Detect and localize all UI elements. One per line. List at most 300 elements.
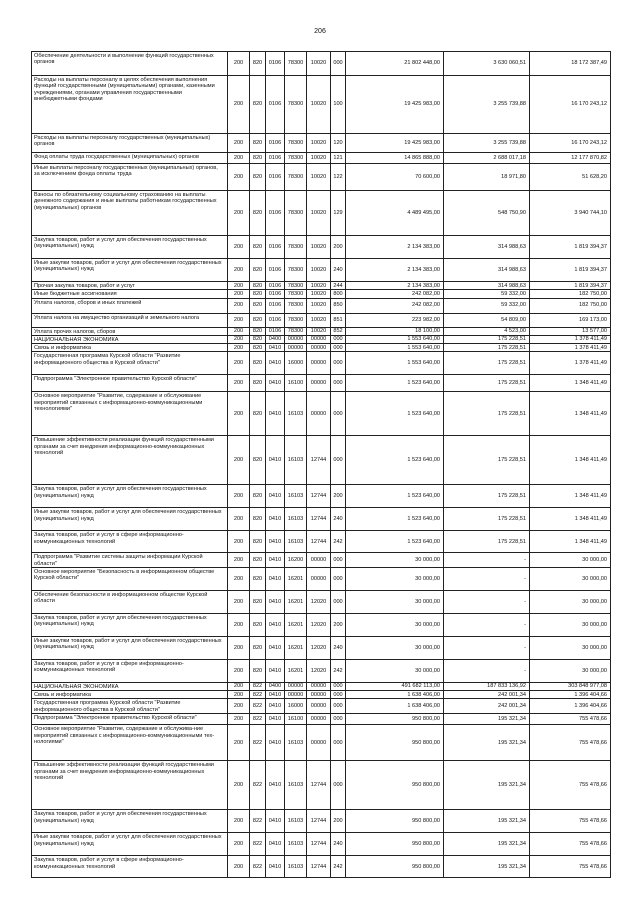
cell-executed: - (444, 553, 530, 568)
cell-approved: 950 800,00 (346, 856, 444, 878)
cell-admin: 200 (228, 636, 250, 659)
cell-remaining: 1 819 394,37 (530, 282, 611, 290)
cell-main-admin: 820 (250, 327, 266, 335)
row-name: Обеспечение безопасности в информационном обществе Курской области (32, 590, 228, 613)
cell-approved: 491 682 113,00 (346, 682, 444, 690)
table-row (32, 259, 611, 282)
cell-main-admin: 820 (250, 590, 266, 613)
cell-admin: 200 (228, 856, 250, 878)
cell-executed: 195 321,34 (444, 761, 530, 810)
table-row (32, 164, 611, 191)
row-name: Закупка товаров, работ и услуг для обеспечения государственных (муниципальных) нужд (32, 613, 228, 636)
page-number: 206 (314, 28, 326, 35)
cell-direction: 00000 (307, 567, 331, 590)
table-row (32, 699, 611, 714)
cell-section: 0410 (266, 344, 285, 352)
table-row (32, 298, 611, 313)
cell-remaining: 1 348 411,49 (530, 531, 611, 553)
cell-main-admin: 822 (250, 691, 266, 699)
cell-program: 16103 (285, 436, 307, 485)
cell-main-admin: 820 (250, 290, 266, 298)
row-name: Расходы на выплаты персоналу государственных (муниципальных) органов (32, 134, 228, 153)
row-name: Основное мероприятие "Развитие, содержание и обслуживание мероприятий связанных с информационно-коммуникационными технологиями" (32, 392, 228, 436)
row-name: НАЦИОНАЛЬНАЯ ЭКОНОМИКА (32, 682, 228, 690)
row-name: Обеспечение деятельности и выполнение функций государственных органов (32, 52, 228, 76)
cell-program: 16103 (285, 761, 307, 810)
cell-main-admin: 822 (250, 761, 266, 810)
cell-direction: 10020 (307, 52, 331, 76)
row-name: Закупка товаров, работ и услуг для обеспечения государственных (муниципальных) нужд (32, 810, 228, 833)
cell-admin: 200 (228, 76, 250, 134)
cell-remaining: 755 478,66 (530, 810, 611, 833)
cell-remaining: 755 478,66 (530, 714, 611, 725)
cell-remaining: 51 628,20 (530, 164, 611, 191)
cell-section: 0106 (266, 52, 285, 76)
cell-direction: 12744 (307, 485, 331, 508)
row-name: Иные выплаты персоналу государственных (муниципальных) органов, за исключением фонда оплаты труда (32, 164, 228, 191)
cell-program: 78300 (285, 236, 307, 259)
cell-executed: - (444, 590, 530, 613)
table-row (32, 590, 611, 613)
cell-approved: 70 600,00 (346, 164, 444, 191)
cell-direction: 10020 (307, 298, 331, 313)
cell-direction: 00000 (307, 691, 331, 699)
cell-admin: 200 (228, 810, 250, 833)
cell-section: 0106 (266, 282, 285, 290)
cell-main-admin: 820 (250, 344, 266, 352)
cell-program: 00000 (285, 335, 307, 343)
cell-expense-type: 122 (331, 164, 346, 191)
cell-main-admin: 820 (250, 436, 266, 485)
cell-approved: 950 800,00 (346, 810, 444, 833)
cell-direction: 10020 (307, 282, 331, 290)
cell-approved: 19 425 983,00 (346, 134, 444, 153)
cell-approved: 30 000,00 (346, 613, 444, 636)
cell-admin: 200 (228, 833, 250, 856)
cell-expense-type: 000 (331, 335, 346, 343)
cell-main-admin: 822 (250, 725, 266, 761)
cell-remaining: 182 750,00 (530, 290, 611, 298)
cell-admin: 200 (228, 153, 250, 164)
table-row (32, 761, 611, 810)
cell-executed: 59 332,00 (444, 298, 530, 313)
cell-approved: 21 802 448,00 (346, 52, 444, 76)
cell-approved: 2 134 383,00 (346, 259, 444, 282)
cell-remaining: 1 396 404,66 (530, 699, 611, 714)
cell-section: 0410 (266, 375, 285, 392)
table-row (32, 352, 611, 375)
cell-remaining: 1 348 411,49 (530, 392, 611, 436)
cell-main-admin: 822 (250, 856, 266, 878)
cell-section: 0410 (266, 590, 285, 613)
cell-section: 0410 (266, 810, 285, 833)
cell-expense-type: 800 (331, 290, 346, 298)
table-row (32, 714, 611, 725)
cell-main-admin: 820 (250, 375, 266, 392)
cell-approved: 30 000,00 (346, 553, 444, 568)
cell-expense-type: 000 (331, 567, 346, 590)
cell-admin: 200 (228, 590, 250, 613)
cell-admin: 200 (228, 298, 250, 313)
cell-remaining: 182 750,00 (530, 298, 611, 313)
cell-main-admin: 820 (250, 313, 266, 327)
cell-program: 16103 (285, 833, 307, 856)
cell-executed: 2 688 017,18 (444, 153, 530, 164)
cell-section: 0400 (266, 682, 285, 690)
cell-direction: 12744 (307, 856, 331, 878)
cell-main-admin: 820 (250, 613, 266, 636)
cell-section: 0410 (266, 691, 285, 699)
cell-section: 0410 (266, 485, 285, 508)
table-row (32, 856, 611, 878)
cell-program: 16103 (285, 725, 307, 761)
cell-direction: 10020 (307, 327, 331, 335)
cell-remaining: 755 478,66 (530, 856, 611, 878)
cell-expense-type: 852 (331, 327, 346, 335)
row-name: Закупка товаров, работ и услуг для обеспечения государственных (муниципальных) нужд (32, 236, 228, 259)
cell-remaining: 30 000,00 (530, 659, 611, 682)
cell-direction: 10020 (307, 236, 331, 259)
cell-remaining: 755 478,66 (530, 833, 611, 856)
row-name: Уплата налогов, сборов и иных платежей (32, 298, 228, 313)
cell-direction: 00000 (307, 344, 331, 352)
table-row (32, 636, 611, 659)
table-row (32, 833, 611, 856)
cell-section: 0410 (266, 833, 285, 856)
cell-executed: 242 001,34 (444, 699, 530, 714)
cell-section: 0400 (266, 335, 285, 343)
cell-direction: 12744 (307, 833, 331, 856)
cell-executed: 175 228,51 (444, 436, 530, 485)
cell-approved: 2 134 383,00 (346, 282, 444, 290)
cell-remaining: 1 378 411,49 (530, 344, 611, 352)
cell-program: 16103 (285, 392, 307, 436)
cell-main-admin: 820 (250, 236, 266, 259)
cell-main-admin: 820 (250, 282, 266, 290)
cell-main-admin: 820 (250, 659, 266, 682)
cell-program: 16103 (285, 856, 307, 878)
cell-program: 16103 (285, 485, 307, 508)
table-row (32, 810, 611, 833)
cell-main-admin: 820 (250, 298, 266, 313)
table-row (32, 344, 611, 352)
cell-direction: 12744 (307, 436, 331, 485)
cell-program: 78300 (285, 298, 307, 313)
cell-remaining: 1 348 411,49 (530, 436, 611, 485)
cell-executed: 3 630 060,51 (444, 52, 530, 76)
cell-remaining: 303 848 977,08 (530, 682, 611, 690)
row-name: Иные бюджетные ассигнования (32, 290, 228, 298)
cell-approved: 1 523 640,00 (346, 436, 444, 485)
cell-admin: 200 (228, 436, 250, 485)
cell-executed: - (444, 659, 530, 682)
cell-direction: 12744 (307, 810, 331, 833)
cell-direction: 12744 (307, 761, 331, 810)
cell-expense-type: 000 (331, 699, 346, 714)
cell-section: 0106 (266, 259, 285, 282)
cell-approved: 950 800,00 (346, 725, 444, 761)
cell-direction: 00000 (307, 682, 331, 690)
cell-expense-type: 120 (331, 134, 346, 153)
cell-direction: 12744 (307, 508, 331, 531)
cell-program: 78300 (285, 313, 307, 327)
cell-executed: - (444, 567, 530, 590)
cell-section: 0410 (266, 856, 285, 878)
row-name: Закупка товаров, работ и услуг в сфере информационно-коммуникационных технологий (32, 531, 228, 553)
cell-direction: 10020 (307, 313, 331, 327)
cell-expense-type: 000 (331, 436, 346, 485)
cell-main-admin: 822 (250, 699, 266, 714)
table-row (32, 236, 611, 259)
cell-executed: 175 228,51 (444, 485, 530, 508)
cell-admin: 200 (228, 191, 250, 236)
row-name: Повышение эффективности реализации функций государственными органами за счет внедрения информационно-коммуникационных технологий (32, 761, 228, 810)
cell-executed: 4 523,00 (444, 327, 530, 335)
cell-section: 0410 (266, 659, 285, 682)
cell-direction: 00000 (307, 375, 331, 392)
cell-executed: 175 228,51 (444, 392, 530, 436)
cell-executed: 314 988,63 (444, 236, 530, 259)
cell-executed: 3 255 739,88 (444, 134, 530, 153)
cell-approved: 242 082,00 (346, 290, 444, 298)
cell-section: 0410 (266, 613, 285, 636)
row-name: Подпрограмма "Развитие системы защиты информации Курской области" (32, 553, 228, 568)
table-row (32, 191, 611, 236)
row-name: Иные закупки товаров, работ и услуг для обеспечения государственных (муниципальных) нужд (32, 259, 228, 282)
cell-executed: 314 988,63 (444, 282, 530, 290)
cell-program: 78300 (285, 164, 307, 191)
cell-program: 78300 (285, 134, 307, 153)
cell-section: 0410 (266, 553, 285, 568)
cell-admin: 200 (228, 313, 250, 327)
row-name: Закупка товаров, работ и услуг в сфере информационно-коммуникационных технологий (32, 856, 228, 878)
cell-expense-type: 200 (331, 236, 346, 259)
cell-remaining: 3 940 744,10 (530, 191, 611, 236)
cell-executed: 175 228,51 (444, 352, 530, 375)
cell-admin: 200 (228, 282, 250, 290)
cell-section: 0410 (266, 725, 285, 761)
cell-section: 0106 (266, 76, 285, 134)
cell-expense-type: 000 (331, 392, 346, 436)
cell-program: 00000 (285, 691, 307, 699)
table-row (32, 282, 611, 290)
cell-main-admin: 822 (250, 833, 266, 856)
cell-admin: 200 (228, 259, 250, 282)
cell-section: 0106 (266, 327, 285, 335)
cell-remaining: 30 000,00 (530, 636, 611, 659)
row-name: Закупка товаров, работ и услуг в сфере информационно-коммуникационных технологий (32, 659, 228, 682)
cell-remaining: 16 170 243,12 (530, 134, 611, 153)
cell-approved: 19 425 983,00 (346, 76, 444, 134)
cell-expense-type: 000 (331, 714, 346, 725)
cell-admin: 200 (228, 335, 250, 343)
cell-program: 78300 (285, 282, 307, 290)
cell-program: 16103 (285, 531, 307, 553)
cell-program: 16103 (285, 810, 307, 833)
cell-section: 0410 (266, 567, 285, 590)
cell-admin: 200 (228, 553, 250, 568)
table-row (32, 327, 611, 335)
cell-executed: 59 332,00 (444, 290, 530, 298)
row-name: Уплата налога на имущество организаций и земельного налога (32, 313, 228, 327)
cell-main-admin: 820 (250, 153, 266, 164)
cell-program: 16000 (285, 699, 307, 714)
cell-remaining: 1 378 411,49 (530, 352, 611, 375)
row-name: Взносы по обязательному социальному страхованию на выплаты денежного содержания и иные выплаты работникам государственных (муниципальных) органов (32, 191, 228, 236)
cell-direction: 12020 (307, 659, 331, 682)
cell-main-admin: 820 (250, 352, 266, 375)
cell-approved: 30 000,00 (346, 590, 444, 613)
cell-executed: 195 321,34 (444, 714, 530, 725)
cell-expense-type: 000 (331, 691, 346, 699)
cell-expense-type: 242 (331, 531, 346, 553)
cell-expense-type: 000 (331, 682, 346, 690)
cell-expense-type: 100 (331, 76, 346, 134)
row-name: Расходы на выплаты персоналу в целях обеспечения выполнения функций государственными (муниципальными) органами, казенными учреждениями, органами управления государственными внебюджетными фондами (32, 76, 228, 134)
cell-admin: 200 (228, 164, 250, 191)
cell-direction: 10020 (307, 191, 331, 236)
cell-main-admin: 820 (250, 636, 266, 659)
cell-executed: 175 228,51 (444, 531, 530, 553)
cell-direction: 00000 (307, 352, 331, 375)
cell-section: 0410 (266, 531, 285, 553)
cell-approved: 30 000,00 (346, 567, 444, 590)
cell-admin: 200 (228, 485, 250, 508)
table-body (32, 52, 611, 878)
cell-admin: 200 (228, 714, 250, 725)
cell-program: 16100 (285, 375, 307, 392)
cell-expense-type: 200 (331, 485, 346, 508)
cell-approved: 18 100,00 (346, 327, 444, 335)
table-row (32, 375, 611, 392)
cell-executed: 54 809,00 (444, 313, 530, 327)
table-row (32, 313, 611, 327)
cell-approved: 30 000,00 (346, 659, 444, 682)
cell-main-admin: 822 (250, 682, 266, 690)
cell-section: 0106 (266, 164, 285, 191)
cell-approved: 1 553 640,00 (346, 344, 444, 352)
cell-remaining: 1 348 411,49 (530, 508, 611, 531)
cell-section: 0410 (266, 714, 285, 725)
cell-expense-type: 200 (331, 810, 346, 833)
cell-executed: 548 750,90 (444, 191, 530, 236)
cell-program: 78300 (285, 259, 307, 282)
table-row (32, 691, 611, 699)
cell-main-admin: 820 (250, 52, 266, 76)
row-name: Иные закупки товаров, работ и услуг для обеспечения государственных (муниципальных) нужд (32, 833, 228, 856)
cell-program: 00000 (285, 344, 307, 352)
cell-remaining: 1 348 411,49 (530, 485, 611, 508)
cell-approved: 1 553 640,00 (346, 335, 444, 343)
cell-executed: 187 833 136,92 (444, 682, 530, 690)
cell-remaining: 1 819 394,37 (530, 236, 611, 259)
cell-program: 16100 (285, 714, 307, 725)
cell-admin: 200 (228, 290, 250, 298)
cell-admin: 200 (228, 699, 250, 714)
cell-direction: 10020 (307, 259, 331, 282)
cell-section: 0410 (266, 436, 285, 485)
cell-program: 78300 (285, 76, 307, 134)
cell-program: 78300 (285, 153, 307, 164)
table-row (32, 553, 611, 568)
table-row (32, 682, 611, 690)
cell-section: 0410 (266, 352, 285, 375)
row-name: Связь и информатика (32, 344, 228, 352)
table-row (32, 485, 611, 508)
cell-expense-type: 129 (331, 191, 346, 236)
row-name: Иные закупки товаров, работ и услуг для обеспечения государственных (муниципальных) нужд (32, 508, 228, 531)
cell-main-admin: 820 (250, 485, 266, 508)
cell-direction: 10020 (307, 164, 331, 191)
cell-main-admin: 820 (250, 392, 266, 436)
cell-executed: 195 321,34 (444, 810, 530, 833)
cell-main-admin: 820 (250, 567, 266, 590)
cell-program: 78300 (285, 327, 307, 335)
cell-main-admin: 820 (250, 259, 266, 282)
cell-approved: 1 638 406,00 (346, 699, 444, 714)
row-name: Основное мероприятие "Безопасность в информационном обществе Курской области" (32, 567, 228, 590)
cell-executed: 175 228,51 (444, 344, 530, 352)
cell-section: 0106 (266, 134, 285, 153)
row-name: Подпрограмма "Электронное правительство Курской области" (32, 714, 228, 725)
row-name: Повышение эффективности реализации функций государственными органами за счет внедрения информационно-коммуникационных технологий (32, 436, 228, 485)
cell-program: 16201 (285, 659, 307, 682)
cell-section: 0410 (266, 508, 285, 531)
cell-direction: 00000 (307, 392, 331, 436)
cell-approved: 1 523 640,00 (346, 508, 444, 531)
row-name: Фонд оплаты труда государственных (муниципальных) органов (32, 153, 228, 164)
cell-program: 16000 (285, 352, 307, 375)
cell-program: 16201 (285, 590, 307, 613)
cell-admin: 200 (228, 392, 250, 436)
cell-expense-type: 242 (331, 856, 346, 878)
cell-direction: 00000 (307, 714, 331, 725)
cell-program: 78300 (285, 52, 307, 76)
row-name: Подпрограмма "Электронное правительство Курской области" (32, 375, 228, 392)
table-row (32, 335, 611, 343)
cell-executed: 242 001,34 (444, 691, 530, 699)
cell-admin: 200 (228, 613, 250, 636)
cell-admin: 200 (228, 761, 250, 810)
cell-section: 0410 (266, 392, 285, 436)
cell-expense-type: 851 (331, 313, 346, 327)
cell-executed: 18 971,80 (444, 164, 530, 191)
cell-direction: 00000 (307, 725, 331, 761)
row-name: Основное мероприятие "Развитие, содержание и обслужива-ние мероприятий связанных с информационно-коммуникационными тех-нологиями" (32, 725, 228, 761)
cell-remaining: 30 000,00 (530, 567, 611, 590)
cell-section: 0106 (266, 236, 285, 259)
cell-remaining: 30 000,00 (530, 590, 611, 613)
cell-program: 78300 (285, 290, 307, 298)
cell-approved: 1 523 640,00 (346, 531, 444, 553)
cell-section: 0106 (266, 313, 285, 327)
cell-approved: 223 982,00 (346, 313, 444, 327)
cell-section: 0410 (266, 699, 285, 714)
cell-admin: 200 (228, 352, 250, 375)
cell-executed: 314 988,63 (444, 259, 530, 282)
cell-main-admin: 822 (250, 810, 266, 833)
cell-direction: 00000 (307, 699, 331, 714)
cell-remaining: 169 173,00 (530, 313, 611, 327)
cell-expense-type: 000 (331, 590, 346, 613)
cell-direction: 12020 (307, 636, 331, 659)
cell-executed: 3 255 739,88 (444, 76, 530, 134)
cell-expense-type: 000 (331, 375, 346, 392)
cell-expense-type: 240 (331, 833, 346, 856)
table-row (32, 508, 611, 531)
cell-admin: 200 (228, 52, 250, 76)
cell-direction: 00000 (307, 335, 331, 343)
